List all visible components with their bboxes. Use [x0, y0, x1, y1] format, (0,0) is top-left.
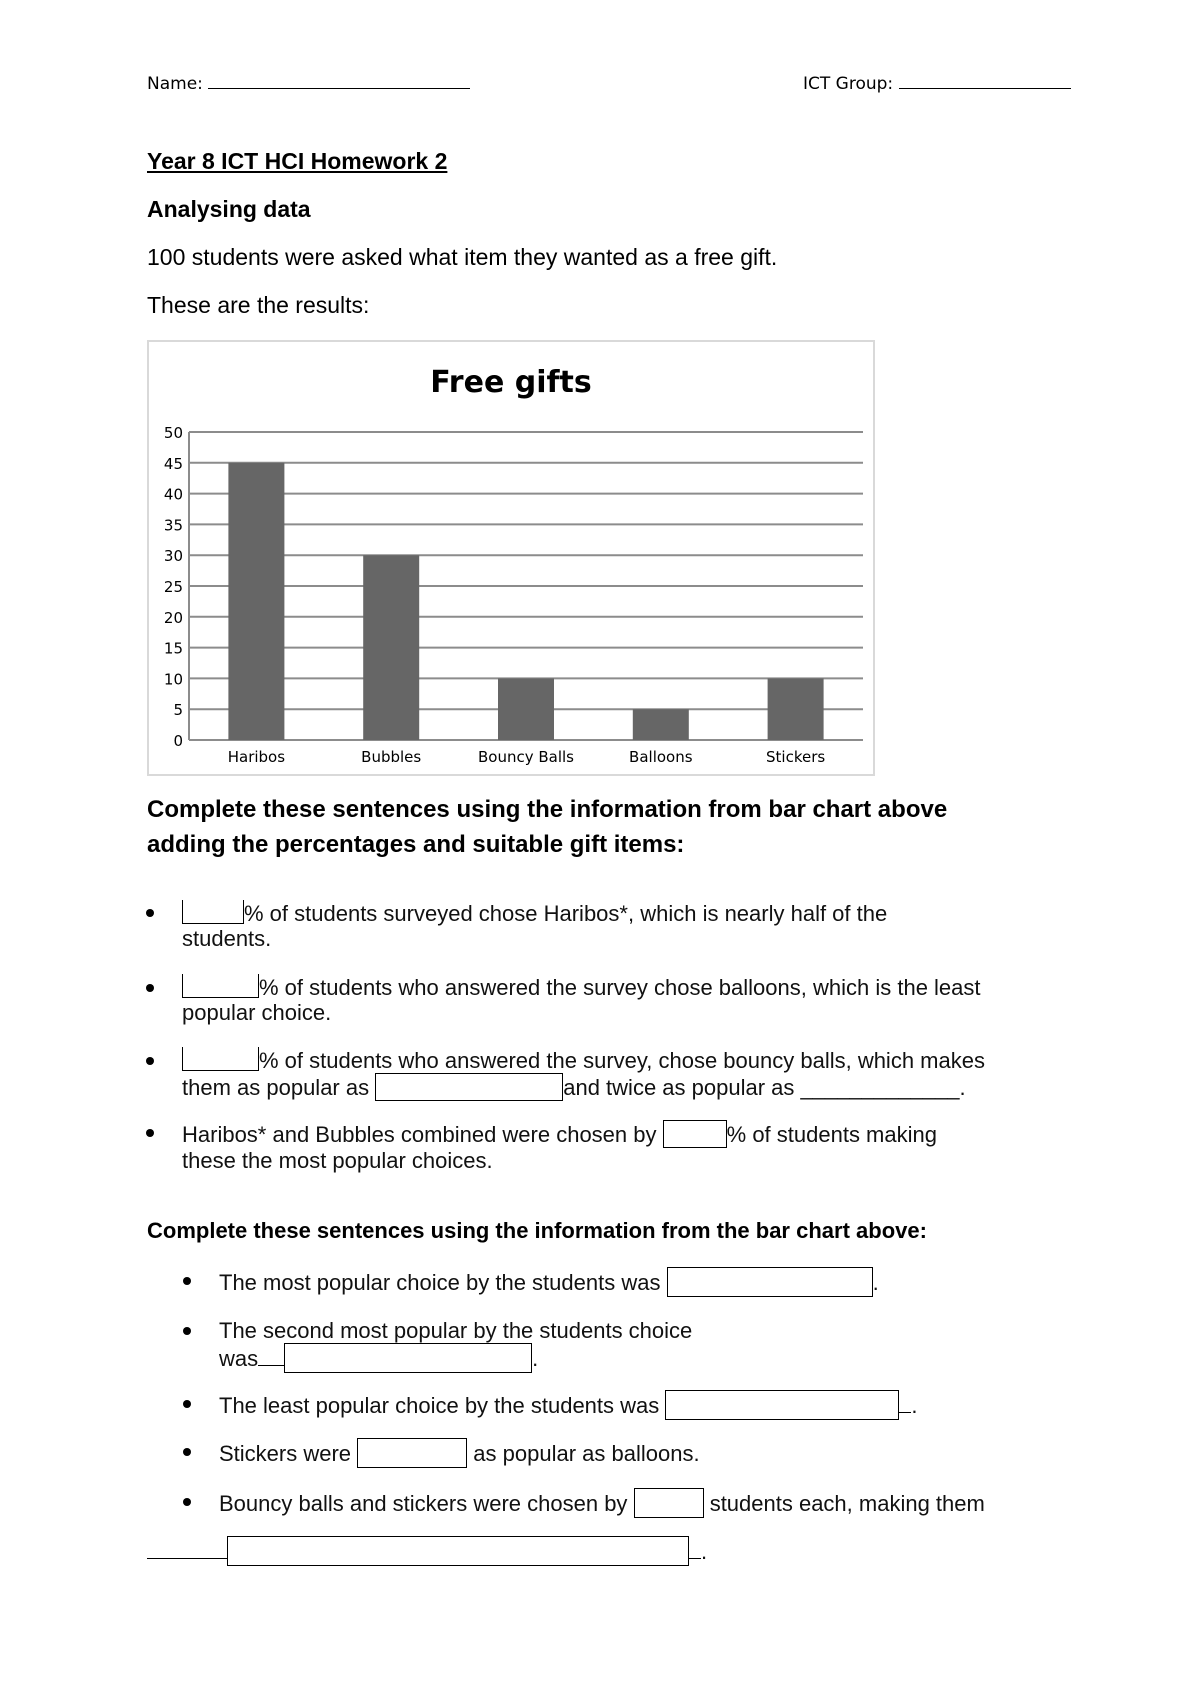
section1-instruction-line1: Complete these sentences using the information from bar chart above	[147, 796, 948, 823]
intro-text: 100 students were asked what item they wanted as a free gift.	[147, 244, 778, 270]
bouncy-stickers-count-blank[interactable]	[634, 1488, 704, 1518]
section2-instruction: Complete these sentences using the information from the bar chart above:	[147, 1218, 927, 1243]
underline	[689, 1540, 701, 1559]
bar-chart	[149, 342, 873, 774]
underline	[258, 1347, 284, 1366]
c5a-text: Bouncy balls and stickers were chosen by	[219, 1491, 628, 1516]
bar-bubbles	[363, 555, 419, 740]
chart-frame	[147, 340, 875, 776]
bullet-dot	[183, 1400, 191, 1408]
bullet-least-popular: The least popular choice by the students was .	[219, 1390, 918, 1420]
y-tick-label: 0	[173, 732, 183, 750]
b2-line2: popular choice.	[182, 1000, 332, 1025]
name-field	[147, 72, 470, 94]
c1-text: The most popular choice by the students was	[219, 1270, 661, 1295]
bullet-bouncy-balls	[182, 1047, 985, 1101]
y-tick-label: 5	[173, 701, 183, 720]
bullet-bouncy-stickers	[219, 1488, 985, 1518]
bullet-most-popular: The most popular choice by the students was .	[219, 1267, 879, 1297]
section1-instruction	[147, 792, 1077, 862]
haribos-percent-blank[interactable]	[182, 900, 244, 924]
y-tick-label: 40	[163, 485, 183, 504]
b3-line2b: and twice as popular as _____________.	[563, 1075, 966, 1100]
final-answer-blank[interactable]	[227, 1536, 689, 1566]
b1-line1: % of students surveyed chose Haribos*, which is nearly half of the	[244, 901, 888, 926]
name-label: Name:	[147, 74, 203, 94]
group-field	[803, 72, 1071, 94]
y-tick-label: 20	[163, 608, 183, 627]
second-popular-blank[interactable]	[284, 1343, 532, 1373]
x-tick-label: Balloons	[629, 748, 693, 766]
bar-balloons	[633, 709, 689, 740]
final-answer-line: .	[147, 1536, 707, 1566]
y-tick-label: 10	[163, 670, 183, 689]
bullet-dot	[146, 1129, 154, 1137]
group-label: ICT Group:	[803, 74, 894, 94]
c4a-text: Stickers were	[219, 1441, 352, 1466]
y-tick-label: 15	[163, 639, 183, 658]
section1-instruction-line2: adding the percentages and suitable gift items:	[147, 831, 685, 858]
bar-haribos	[228, 463, 284, 740]
b3-line1: % of students who answered the survey, chose bouncy balls, which makes	[259, 1048, 985, 1073]
x-tick-label: Haribos	[227, 748, 286, 766]
b4-line1a: Haribos* and Bubbles combined were chosen by	[182, 1122, 657, 1147]
bullet-combined	[182, 1120, 937, 1173]
y-tick-label: 25	[163, 578, 183, 596]
stickers-ratio-blank[interactable]	[357, 1438, 467, 1468]
bar-bouncy-balls	[498, 678, 554, 740]
c5b-text: students each, making them	[709, 1491, 985, 1516]
x-tick-label: Bouncy Balls	[477, 748, 575, 766]
c2-line1: The second most popular by the students choice	[219, 1318, 693, 1343]
bar-stickers	[768, 678, 824, 740]
results-intro: These are the results:	[147, 292, 370, 318]
b2-line1: % of students who answered the survey chose balloons, which is the least	[259, 975, 981, 1000]
bullet-balloons	[182, 974, 981, 1025]
bullet-dot	[146, 1057, 154, 1065]
most-popular-blank[interactable]	[667, 1267, 873, 1297]
bullet-haribos	[182, 900, 887, 951]
y-tick-label: 45	[163, 454, 183, 473]
x-tick-label: Stickers	[766, 748, 826, 766]
c2-line2: was	[219, 1346, 259, 1371]
bullet-dot	[183, 1448, 191, 1456]
bouncy-comparison-blank[interactable]	[375, 1073, 563, 1101]
least-popular-blank[interactable]	[665, 1390, 899, 1420]
document-title: Year 8 ICT HCI Homework 2	[147, 148, 448, 174]
underline	[147, 1540, 227, 1559]
bouncy-percent-blank[interactable]	[182, 1047, 259, 1071]
b4-line2: these the most popular choices.	[182, 1148, 493, 1173]
c3-text: The least popular choice by the students was	[219, 1393, 660, 1418]
bullet-stickers	[219, 1438, 700, 1468]
c4b-text: as popular as balloons.	[473, 1441, 700, 1466]
y-tick-label: 35	[163, 516, 183, 535]
name-line[interactable]	[208, 72, 470, 89]
document-subtitle: Analysing data	[147, 196, 311, 222]
underline	[899, 1394, 911, 1413]
bullet-dot	[146, 909, 154, 917]
group-line[interactable]	[899, 72, 1071, 89]
chart-title: Free gifts	[430, 365, 592, 400]
b3-line2a: them as popular as	[182, 1075, 370, 1100]
b1-line2: students.	[182, 926, 272, 951]
y-tick-label: 50	[163, 424, 183, 442]
bullet-dot	[183, 1277, 191, 1285]
b4-line1b: % of students making	[726, 1122, 937, 1147]
balloons-percent-blank[interactable]	[182, 974, 259, 998]
x-tick-label: Bubbles	[361, 748, 422, 766]
bullet-dot	[183, 1327, 191, 1335]
combined-percent-blank[interactable]	[663, 1120, 727, 1148]
bullet-dot	[146, 984, 154, 992]
y-tick-label: 30	[163, 547, 183, 566]
bullet-dot	[183, 1498, 191, 1506]
bullet-second-popular: The second most popular by the students choice was .	[219, 1318, 693, 1371]
